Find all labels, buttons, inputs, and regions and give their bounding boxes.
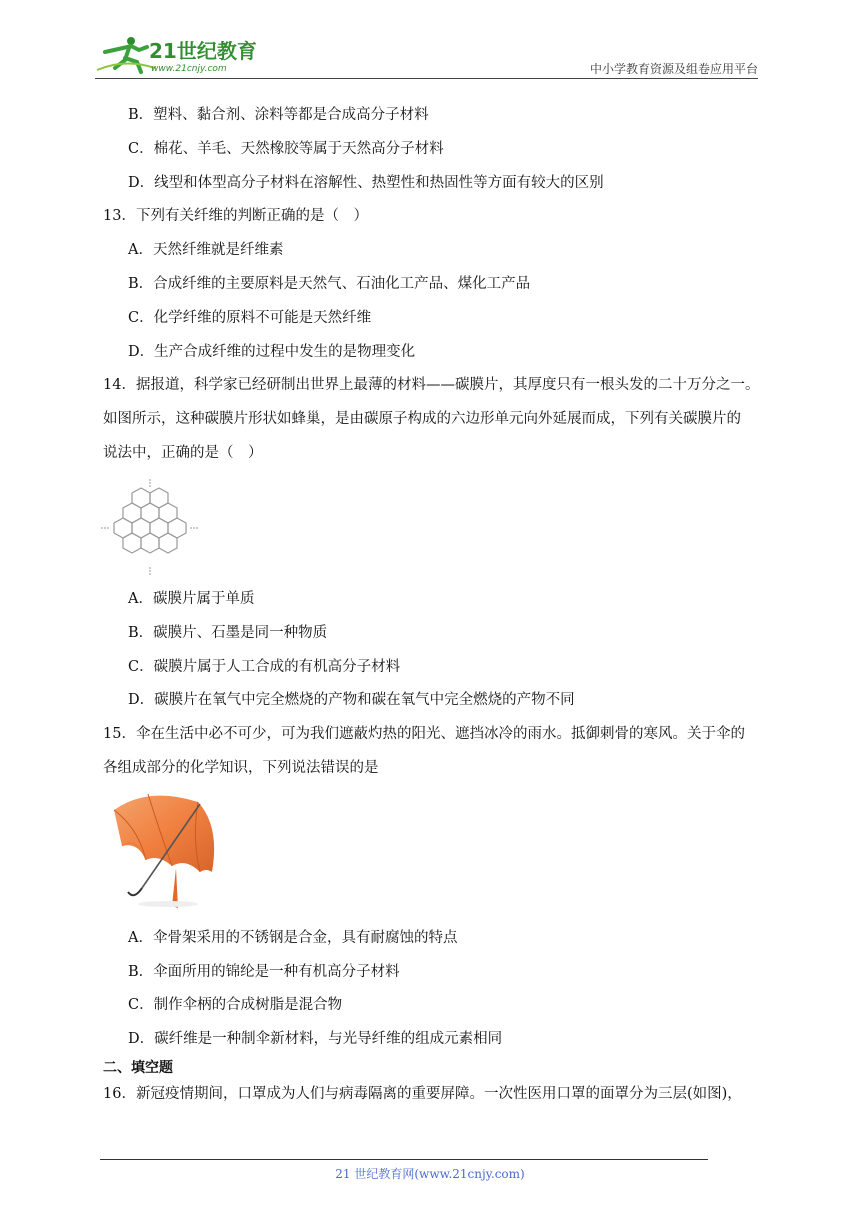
q14-stem-line-2: 如图所示，这种碳膜片形状如蜂巢，是由碳原子构成的六边形单元向外延展而成，下列有关碳膜片的 bbox=[103, 411, 741, 427]
q16-stem-line-1: 16．新冠疫情期间，口罩成为人们与病毒隔离的重要屏障。一次性医用口罩的面罩分为三层(如图)， bbox=[103, 1086, 742, 1102]
q13-option-d: D．生产合成纤维的过程中发生的是物理变化 bbox=[128, 344, 416, 360]
q15-option-c: C．制作伞柄的合成树脂是混合物 bbox=[128, 997, 343, 1013]
q12-option-c: C．棉花、羊毛、天然橡胶等属于天然高分子材料 bbox=[128, 141, 444, 157]
page-header bbox=[95, 30, 758, 80]
footer-divider bbox=[100, 1159, 708, 1160]
footer-link[interactable]: 21 世纪教育网(www.21cnjy.com) bbox=[335, 1167, 525, 1181]
q14-option-b: B．碳膜片、石墨是同一种物质 bbox=[128, 625, 328, 641]
q14-option-c: C．碳膜片属于人工合成的有机高分子材料 bbox=[128, 659, 401, 675]
q13-option-b: B．合成纤维的主要原料是天然气、石油化工产品、煤化工产品 bbox=[128, 276, 531, 292]
runner-icon bbox=[97, 37, 155, 72]
q13-option-c: C．化学纤维的原料不可能是天然纤维 bbox=[128, 310, 372, 326]
site-logo bbox=[95, 34, 260, 74]
section-title-fill-in: 二、填空题 bbox=[103, 1060, 173, 1076]
q12-option-b: B．塑料、黏合剂、涂料等都是合成高分子材料 bbox=[128, 107, 429, 123]
header-divider bbox=[95, 78, 758, 79]
site-name: 中小学教育资源及组卷应用平台 bbox=[589, 62, 758, 76]
q15-option-b: B．伞面所用的锦纶是一种有机高分子材料 bbox=[128, 964, 400, 980]
q15-option-a: A．伞骨架采用的不锈钢是合金，具有耐腐蚀的特点 bbox=[128, 930, 458, 946]
q15-stem-line-2: 各组成部分的化学知识，下列说法错误的是 bbox=[103, 760, 379, 776]
q12-option-d: D．线型和体型高分子材料在溶解性、热塑性和热固性等方面有较大的区别 bbox=[128, 175, 604, 191]
q15-stem-line-1: 15．伞在生活中必不可少，可为我们遮蔽灼热的阳光、遮挡冰冷的雨水。抵御刺骨的寒风。关于伞的 bbox=[103, 726, 745, 742]
graphene-hexagon-figure bbox=[100, 478, 200, 576]
q13-option-a: A．天然纤维就是纤维素 bbox=[128, 242, 284, 258]
q14-stem-line-1: 14．据报道，科学家已经研制出世界上最薄的材料——碳膜片，其厚度只有一根头发的二十万分之一。 bbox=[103, 377, 760, 393]
umbrella-image bbox=[108, 788, 226, 912]
q14-option-a: A．碳膜片属于单质 bbox=[128, 591, 255, 607]
logo-text: 21世纪教育 bbox=[149, 39, 257, 63]
q15-option-d: D．碳纤维是一种制伞新材料，与光导纤维的组成元素相同 bbox=[128, 1031, 503, 1047]
logo-url: www.21cnjy.com bbox=[151, 64, 227, 74]
q14-option-d: D．碳膜片在氧气中完全燃烧的产物和碳在氧气中完全燃烧的产物不同 bbox=[128, 692, 575, 708]
q13-stem: 13．下列有关纤维的判断正确的是（ ） bbox=[103, 208, 368, 224]
q14-stem-line-3: 说法中，正确的是（ ） bbox=[103, 445, 263, 461]
